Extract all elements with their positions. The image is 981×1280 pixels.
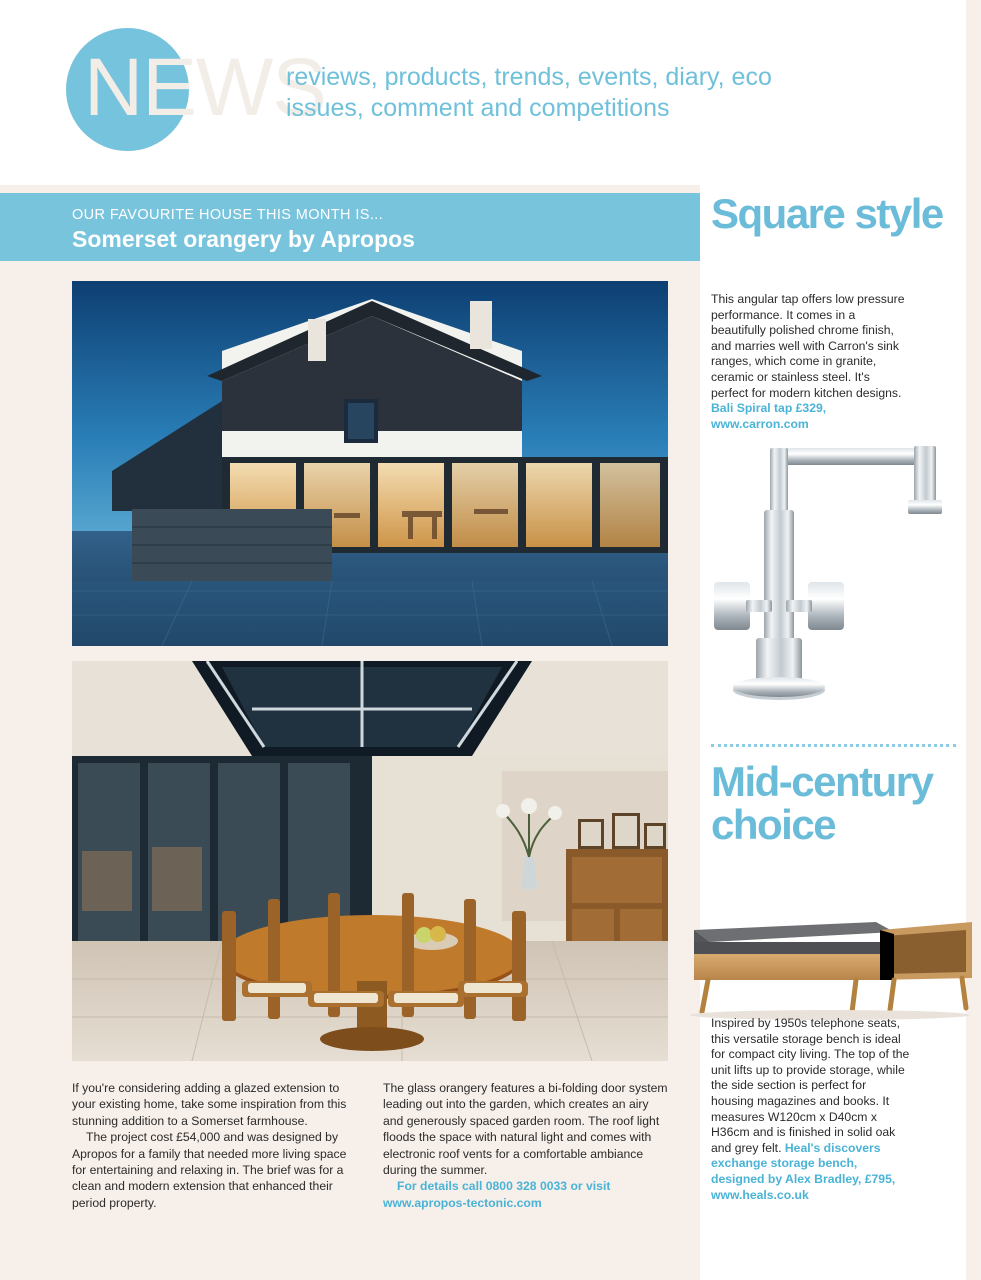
feature-title: Somerset orangery by Apropos — [72, 226, 415, 252]
feature-body-right — [383, 1080, 668, 1211]
storage-bench-illustration — [680, 900, 980, 1020]
mid-century-body-text: Inspired by 1950s telephone seats, this versatile storage bench is ideal for compact city living. The top of the unit lifts up to provide storage, while the side section is perfect for housing magazines and books. It measures W120cm x D40cm x H36cm and is finished in solid oak and grey felt. — [711, 1016, 910, 1155]
mid-century-credit[interactable]: Heal's discovers exchange storage bench, designed by Alex Bradley, £795, www.heals.co.uk — [711, 1140, 896, 1202]
masthead — [0, 0, 981, 185]
feature-kicker: OUR FAVOURITE HOUSE THIS MONTH IS... — [72, 207, 384, 223]
square-style-body — [711, 292, 909, 432]
mid-century-heading: Mid-century choice — [711, 758, 933, 848]
feature-body-left — [72, 1080, 347, 1211]
interior-photo — [72, 661, 668, 1061]
mid-century-body — [711, 1016, 911, 1203]
feature-body-right-p1: The glass orangery features a bi-folding door system leading out into the garden, which creates an airy and generously spaced garden room. The roof light floods the space with natural light and comes with electronic roof vents for a comfortable ambiance during the summer. — [383, 1081, 668, 1178]
masthead-title: NEWS — [84, 42, 326, 133]
exterior-photo — [72, 281, 668, 646]
feature-body-left-p1: If you're considering adding a glazed extension to your existing home, take some inspiration from this stunning addition to a Somerset farmhouse. — [72, 1081, 347, 1128]
exterior-photo-illustration — [72, 281, 668, 646]
masthead-subtitle: reviews, products, trends, events, diary, eco issues, comment and competitions — [286, 63, 772, 122]
square-style-credit[interactable]: Bali Spiral tap £329, www.carron.com — [711, 401, 827, 431]
feature-body-left-p2: The project cost £54,000 and was designed by Apropos for a family that needed more living space for entertaining and relaxing in. The brief was for a clean and modern extension that enhanced their period property. — [72, 1130, 347, 1210]
interior-photo-illustration — [72, 661, 668, 1061]
rail-divider — [711, 744, 956, 747]
storage-bench-photo — [680, 900, 980, 1020]
tap-illustration — [690, 432, 970, 732]
feature-contact-link[interactable]: For details call 0800 328 0033 or visit www.apropos-tectonic.com — [383, 1179, 611, 1210]
tap-photo — [690, 432, 970, 732]
square-style-heading: Square style — [711, 190, 943, 237]
square-style-body-text: This angular tap offers low pressure performance. It comes in a beautifully polished chrome finish, and marries well with Carron's sink ranges, which come in granite, ceramic or stainless steel. It's perfect for modern kitchen designs. — [711, 292, 905, 400]
